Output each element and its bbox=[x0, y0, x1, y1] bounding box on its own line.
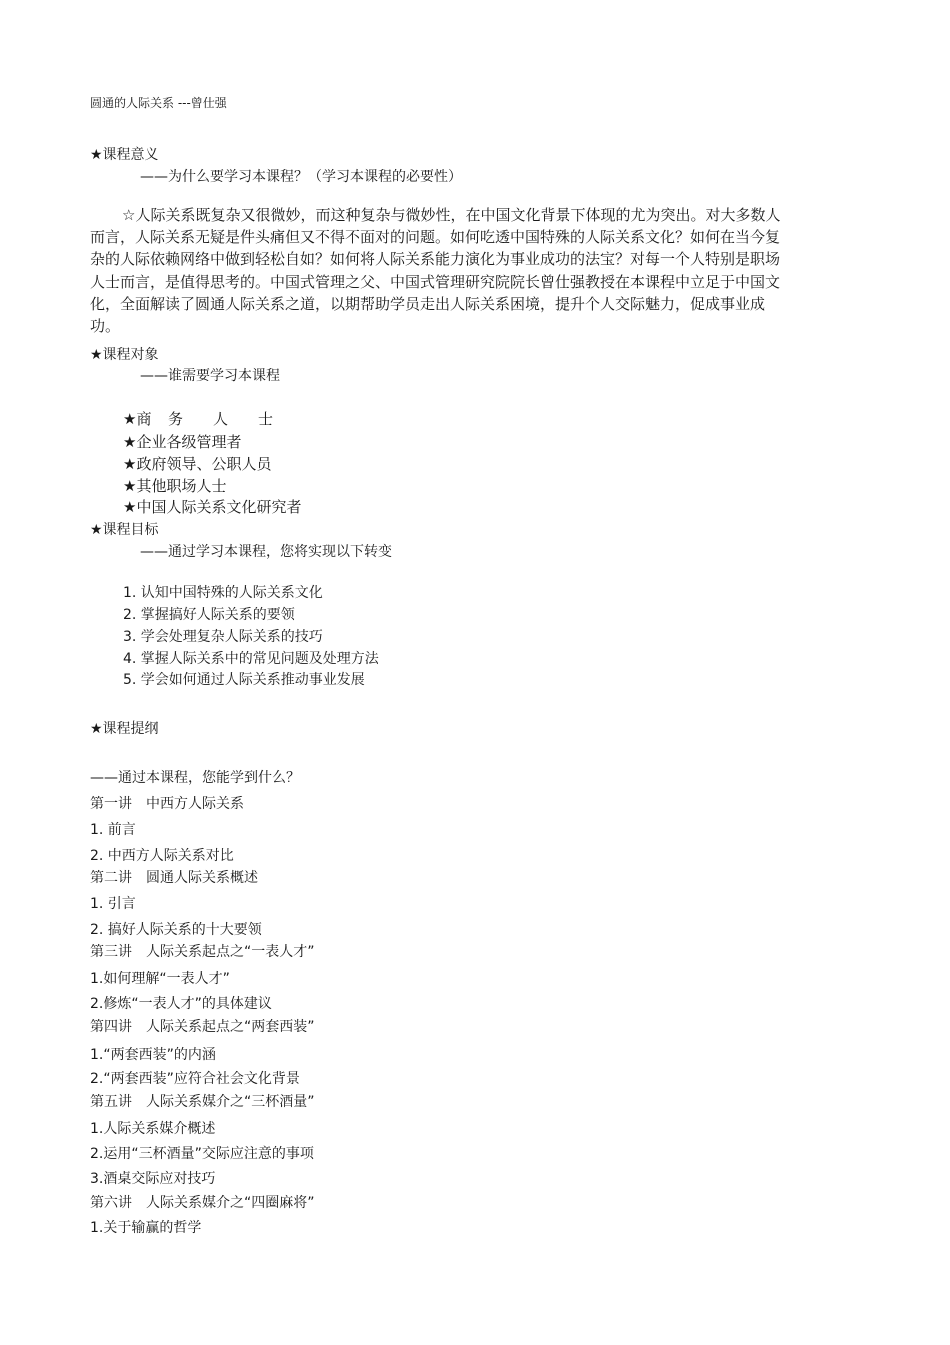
audience-item: ★商 务 人 士 bbox=[123, 410, 274, 428]
audience-item: ★政府领导、公职人员 bbox=[123, 455, 272, 473]
outline-line: 第二讲 圆通人际关系概述 bbox=[90, 870, 258, 886]
outline-line: 1. 引言 bbox=[90, 896, 136, 912]
audience-item: ★中国人际关系文化研究者 bbox=[123, 498, 302, 516]
outline-line: 1.“两套西装”的内涵 bbox=[90, 1047, 216, 1063]
goals-heading: ★课程目标 bbox=[90, 522, 159, 538]
outline-heading: ★课程提纲 bbox=[90, 721, 159, 737]
goal-item: 4. 掌握人际关系中的常见问题及处理方法 bbox=[123, 651, 379, 667]
significance-subtitle: ——为什么要学习本课程？（学习本课程的必要性） bbox=[140, 169, 462, 185]
outline-line: 3.酒桌交际应对技巧 bbox=[90, 1171, 216, 1187]
goals-subtitle: ——通过学习本课程，您将实现以下转变 bbox=[140, 544, 392, 560]
outline-line: 2.运用“三杯酒量”交际应注意的事项 bbox=[90, 1146, 314, 1162]
goal-item: 3. 学会处理复杂人际关系的技巧 bbox=[123, 629, 323, 645]
outline-subtitle: ——通过本课程，您能学到什么？ bbox=[90, 770, 300, 786]
goal-item: 5. 学会如何通过人际关系推动事业发展 bbox=[123, 672, 365, 688]
audience-heading: ★课程对象 bbox=[90, 347, 159, 363]
outline-line: 1. 前言 bbox=[90, 822, 136, 838]
audience-item: ★企业各级管理者 bbox=[123, 433, 242, 451]
outline-line: 1.如何理解“一表人才” bbox=[90, 971, 230, 987]
goal-item: 1. 认知中国特殊的人际关系文化 bbox=[123, 585, 323, 601]
audience-item: ★其他职场人士 bbox=[123, 477, 227, 495]
significance-paragraph-text: ☆人际关系既复杂又很微妙，而这种复杂与微妙性，在中国文化背景下体现的尤为突出。对大多数人而言，人际关系无疑是件头痛但又不得不面对的问题。如何吃透中国特殊的人际关系文化？如何在当今复杂的人际依赖网络中做到轻松自如？如何将人际关系能力演化为事业成功的法宝？对每一个人特别是职场人士而言，是值得思考的。中国式管理之父、中国式管理研究院院长曾仕强教授在本课程中立足于中国文化，全面解读了圆通人际关系之道，以期帮助学员走出人际关系困境，提升个人交际魅力，促成事业成功。 bbox=[90, 206, 781, 336]
document-header-title: 圆通的人际关系 ---曾仕强 bbox=[90, 96, 227, 110]
significance-paragraph bbox=[90, 204, 790, 337]
outline-line: 第五讲 人际关系媒介之“三杯酒量” bbox=[90, 1094, 315, 1110]
outline-line: 2.“两套西装”应符合社会文化背景 bbox=[90, 1071, 300, 1087]
outline-line: 第三讲 人际关系起点之“一表人才” bbox=[90, 944, 315, 960]
outline-line: 1.关于输赢的哲学 bbox=[90, 1220, 202, 1236]
significance-heading: ★课程意义 bbox=[90, 147, 159, 163]
outline-line: 第四讲 人际关系起点之“两套西装” bbox=[90, 1019, 315, 1035]
goal-item: 2. 掌握搞好人际关系的要领 bbox=[123, 607, 295, 623]
outline-line: 第一讲 中西方人际关系 bbox=[90, 796, 244, 812]
outline-line: 2. 中西方人际关系对比 bbox=[90, 848, 234, 864]
outline-line: 2.修炼“一表人才”的具体建议 bbox=[90, 996, 272, 1012]
audience-subtitle: ——谁需要学习本课程 bbox=[140, 368, 280, 384]
outline-line: 1.人际关系媒介概述 bbox=[90, 1121, 216, 1137]
outline-line: 2. 搞好人际关系的十大要领 bbox=[90, 922, 262, 938]
outline-line: 第六讲 人际关系媒介之“四圈麻将” bbox=[90, 1195, 315, 1211]
